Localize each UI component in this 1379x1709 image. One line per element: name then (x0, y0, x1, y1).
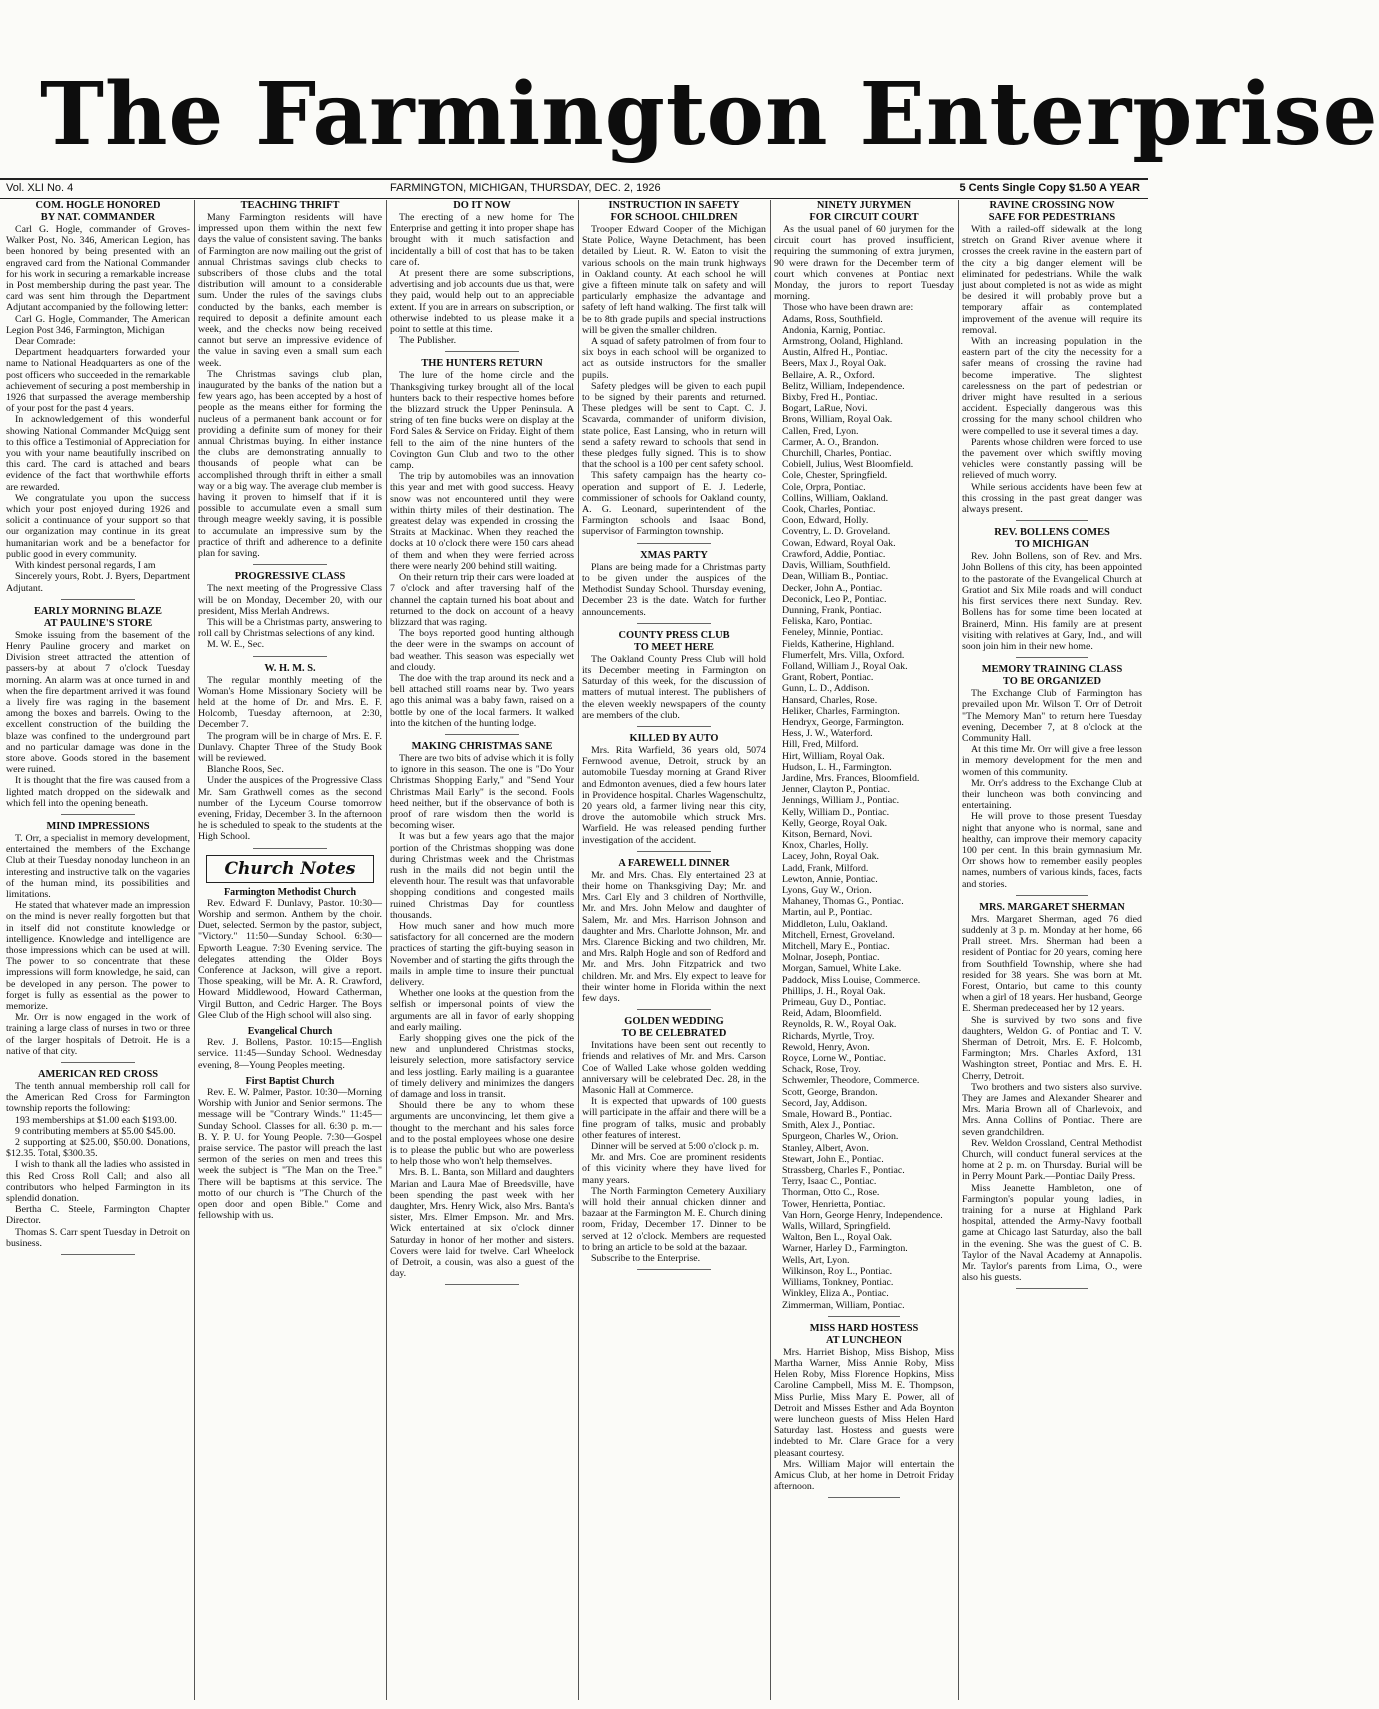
article-paragraph: Sincerely yours, Robt. J. Byers, Department Adjutant. (6, 571, 190, 594)
article-divider (61, 814, 135, 815)
article (390, 358, 574, 729)
article-paragraph: Mr. and Mrs. Coe are prominent residents of this vicinity where they have lived for many years. (582, 1152, 766, 1186)
church-name: Evangelical Church (247, 1026, 333, 1037)
article-headline: GOLDEN WEDDING (624, 1016, 724, 1028)
juror-entry: Rewold, Henry, Avon. (782, 1041, 870, 1053)
juror-entry: Carmer, A. O., Brandon. (782, 436, 879, 448)
article-paragraph: He will prove to those present Tuesday night that anyone who is normal, sane and healthy, can improve their memory capacity 100 per cent. In this brain gymnasium Mr. Orr shows how to remember easily peoples names, numbers of various kinds, faces, facts and stories. (962, 811, 1142, 890)
article-paragraph: Two brothers and two sisters also survive. They are James and Alexander Shearer and Mrs. Maria Brown all of Charlevoix, and Mrs. Anna Collins of Pontiac. There are seven grandchildren. (962, 1081, 1142, 1138)
column-5 (774, 200, 954, 1700)
article-headline: SAFE FOR PEDESTRIANS (988, 212, 1116, 223)
article-paragraph: At this time Mr. Orr will give a free lesson in memory development for the men and women of this community. (962, 744, 1142, 778)
juror-entry: Cobiell, Julius, West Bloomfield. (782, 459, 914, 471)
article-headline: XMAS PARTY (640, 549, 708, 561)
church-schedule: Rev. E. W. Palmer, Pastor. 10:30—Morning Worship with Junior and Senior sermons. The message will be "Contrary Winds." 11:45—Sunday School. Classes for all. 6:30 p. m.—B. Y. P. U. for Young People. 7:30—Gospel praise service. The pastor will preach the last sermon of the series on men and trees this week the subject is "The Man on the Tree." There will be baptisms at this service. The motto of our church is "The Church of the open door and open Bible." Come and fellowship with us. (198, 1087, 382, 1222)
article-headline: REV. BOLLENS COMES (994, 527, 1110, 539)
article-divider (637, 543, 711, 544)
article-paragraph: Miss Jeanette Hambleton, one of Farmington's popular young ladies, in training for a nurse at Highland Park hospital, attended the Army-Navy football game at Chicago last Saturday, also the ball in the evening. She was the guest of C. B. Taylor of the Naval Academy at Annapolis. Mr. Taylor's parents from Lima, O., were also his guests. (962, 1182, 1142, 1284)
church-name: First Baptist Church (245, 1075, 335, 1087)
article-divider (637, 623, 711, 624)
article-divider (828, 1316, 900, 1317)
church-schedule: Rev. J. Bollens, Pastor. 10:15—English service. 11:45—Sunday School. Wednesday evening, 8—Young Peoples meeting. (198, 1037, 382, 1071)
article-paragraph: As the usual panel of 60 jurymen for the circuit court has proved insufficient, requiring the summoning of extra jurymen, 90 were drawn for the December term of court which convenes at Pontiac next Monday, the jurors to report Tuesday morning. (774, 224, 954, 303)
article-headline: TO MICHIGAN (1015, 539, 1089, 551)
juror-entry: Jennings, William J., Pontiac. (782, 795, 900, 807)
article-paragraph: The lure of the home circle and the Thanksgiving turkey brought all of the local hunters back to their respective homes before the blizzard struck the Upper Peninsula. A string of ten fine bucks were on display at the Ford Sales & Service on Friday. Eight of them fell to the aim of the nine hunters of the Covington Gun Club and two to the other camp. (390, 370, 574, 472)
article (962, 664, 1142, 890)
article-paragraph: T. Orr, a specialist in memory development, entertained the members of the Exchange Club at their Tuesday nonoday luncheon in an interesting and instructive talk on the vagaries of the human mind, its possibilities and limitations. (6, 832, 190, 900)
article (582, 858, 766, 1004)
juror-entry: Secord, Jay, Addison. (782, 1097, 868, 1109)
article-headline: INSTRUCTION IN SAFETY (608, 200, 740, 211)
article (962, 527, 1142, 652)
article-paragraph: 193 memberships at $1.00 each $193.00. (15, 1114, 177, 1126)
article-divider (61, 1254, 135, 1255)
article (962, 902, 1142, 1284)
column-3 (390, 200, 574, 1700)
column-rule (578, 200, 579, 1700)
article-headline: TO BE CELEBRATED (621, 1028, 727, 1040)
article-paragraph: Carl G. Hogle, commander of Groves-Walker Post, No. 346, American Legion, has been honored by being presented with an engraved card from the National Commander for his work in securing a remarkable increase in Post membership during the past year. The card was sent him through the Department Adjutant accompanied by the following letter: (6, 224, 190, 314)
article-paragraph: The regular monthly meeting of the Woman's Home Missionary Society will be held at the home of Dr. and Mrs. E. F. Holcomb, Tuesday afternoon, at 2:30, December 7. (198, 674, 382, 731)
article-headline: KILLED BY AUTO (629, 732, 719, 744)
article-headline: BY NAT. COMMANDER (40, 212, 156, 223)
juror-entry: Mahaney, Thomas G., Pontiac. (782, 896, 904, 908)
article-paragraph: 9 contributing members at $5.00 $45.00. (15, 1125, 176, 1137)
article (582, 550, 766, 618)
juror-entry: Dunning, Frank, Pontiac. (782, 604, 882, 616)
article-headline: MIND IMPRESSIONS (46, 820, 150, 832)
juror-entry: Primeau, Guy D., Pontiac. (782, 997, 886, 1009)
article-paragraph: Rev. John Bollens, son of Rev. and Mrs. John Bollens of this city, has been appointed to the pastorate of the Evangelical Church at Gratiot and Six Mile roads and will conduct his first services there next Sunday. Rev. Bollens has for some time been located at Brainerd, Minn. His family are at present visiting with relatives at Gary, Ind., and will soon join him in their new home. (962, 551, 1142, 652)
juror-entry: Winkley, Eliza A., Pontiac. (782, 1288, 889, 1300)
article-headline: RAVINE CROSSING NOW (989, 200, 1115, 211)
juror-entry: Kitson, Bernard, Novi. (782, 828, 873, 840)
juror-entry: Knox, Charles, Holly. (782, 840, 869, 852)
article-paragraph: I wish to thank all the ladies who assisted in this Red Cross Roll Call; and also all contributors who helped Farmington in its splendid donation. (6, 1159, 190, 1205)
article-paragraph: Many Farmington residents will have impressed upon them within the next few days the value of consistent saving. The banks of Farmington are now mailing out the grist of annual Christmas savings club checks to subscribers of those clubs and the total distribution will amount to a considerable sum. Under the rules of the savings clubs conducted by the banks, each member is required to deposit a definite amount each week, and the checks now being received cannot but serve an impressive evidence of the value in saving even a small sum each week. (198, 212, 382, 369)
juror-entry: Martin, aul P., Pontiac. (782, 907, 873, 919)
article-paragraph: Early shopping gives one the pick of the new and unplundered Christmas stocks, leisurely selection, more satisfactory service and less jostling. Early mailing is a guarantee of timely delivery and minimizes the dangers of damage and loss in transit. (390, 1033, 574, 1101)
juror-entry: Reynolds, R. W., Royal Oak. (782, 1019, 897, 1031)
juror-entry: Stewart, John E., Pontiac. (782, 1153, 884, 1165)
column-rule (958, 200, 959, 1700)
juror-entry: Feneley, Minnie, Pontiac. (782, 627, 884, 639)
juror-entry: Molnar, Joseph, Pontiac. (782, 952, 880, 964)
juror-entry: Heliker, Charles, Farmington. (782, 705, 900, 717)
juror-list (774, 314, 954, 1311)
juror-entry: Davis, William, Southfield. (782, 560, 891, 572)
article-divider (828, 1497, 900, 1498)
juror-entry: Crawford, Addie, Pontiac. (782, 548, 886, 560)
juror-entry: Cook, Charles, Pontiac. (782, 504, 876, 516)
juror-entry: Gunn, L. D., Addison. (782, 683, 870, 695)
juror-entry: Williams, Tonkney, Pontiac. (782, 1277, 894, 1289)
juror-entry: Tower, Henrietta, Pontiac. (782, 1198, 886, 1210)
article-paragraph: A squad of safety patrolmen of from four to six boys in each school will be organized to act as outside instructors for the smaller pupils. (582, 336, 766, 381)
article-paragraph: Whether one looks at the question from the selfish or impersonal points of view the arguments are all in favor of early shopping and early mailing. (390, 988, 574, 1033)
article-divider (445, 1284, 519, 1285)
article-paragraph: The program will be in charge of Mrs. E. F. Dunlavy. Chapter Three of the Study Book will be reviewed. (198, 730, 382, 764)
article-headline: THE HUNTERS RETURN (421, 358, 543, 370)
juror-entry: Coventry, L. D. Groveland. (782, 526, 891, 538)
column-1 (6, 200, 190, 1700)
article-paragraph: Parents whose children were forced to use the pavement over which swiftly moving vehicles were constantly passing will be relieved of much worry. (962, 436, 1142, 482)
juror-entry: Andonia, Karnig, Pontiac. (782, 324, 886, 336)
column-rule (770, 200, 771, 1700)
church-notes-banner: Church Notes (206, 855, 374, 883)
juror-entry: Coon, Edward, Holly. (782, 515, 869, 527)
juror-entry: Ladd, Frank, Milford. (782, 862, 869, 874)
juror-entry: Kelly, George, Royal Oak. (782, 817, 888, 829)
juror-entry: Hudson, L. H., Farmington. (782, 761, 892, 773)
column-rule (194, 200, 195, 1700)
article (582, 1016, 766, 1264)
article-divider (445, 351, 519, 352)
article-paragraph: Carl G. Hogle, Commander, The American Legion Post 346, Farmington, Michigan (6, 313, 190, 336)
article-paragraph: The Exchange Club of Farmington has prevailed upon Mr. Wilson T. Orr of Detroit "The Memory Man" to return here Tuesday evening, December 7, at 8 o'clock at the Community Hall. (962, 688, 1142, 744)
article-headline: A FAREWELL DINNER (618, 857, 730, 869)
juror-entry: Bellaire, A. R., Oxford. (782, 369, 875, 381)
juror-entry: Stanley, Albert, Avon. (782, 1142, 869, 1154)
juror-entry: Austin, Alfred H., Pontiac. (782, 347, 888, 359)
article-headline: FOR SCHOOL CHILDREN (610, 212, 738, 223)
article (6, 821, 190, 1057)
article-paragraph: Mr. Orr is now engaged in the work of training a large class of nurses in two or three of the larger hospitals of Detroit. He is a native of that city. (6, 1012, 190, 1057)
juror-entry: Mitchell, Ernest, Groveland. (782, 929, 895, 941)
juror-entry: Decker, John A., Pontiac. (782, 582, 883, 594)
article-paragraph: Mr. Orr's address to the Exchange Club at their luncheon was both convincing and entertaining. (962, 777, 1142, 812)
juror-entry: Bogart, LaRue, Novi. (782, 403, 868, 415)
article-paragraph: With a railed-off sidewalk at the long stretch on Grand River avenue where it crosses the creek ravine in the eastern part of the city a big danger element will be eliminated for pedestrians. While the walk just about completed is not as wide as might be desired it will probably prove but a temporary affair as contemplated improvement of the avenue will require its removal. (962, 224, 1142, 336)
juror-entry: Richards, Myrtle, Troy. (782, 1030, 875, 1042)
juror-entry: Royce, Lorne W., Pontiac. (782, 1053, 886, 1065)
article-paragraph: Subscribe to the Enterprise. (591, 1253, 701, 1265)
juror-entry: Jenner, Clayton P., Pontiac. (782, 784, 890, 796)
article-paragraph: At present there are some subscriptions, advertising and job accounts due us that, were they paid, would help out to an appreciable extent. If you are in arrears on subscription, or otherwise indebted to us please make it a point to settle at this time. (390, 268, 574, 336)
juror-entry: Spurgeon, Charles W., Orion. (782, 1131, 899, 1143)
juror-entry: Kelly, William D., Pontiac. (782, 806, 890, 818)
juror-entry: Jardine, Mrs. Frances, Bloomfield. (782, 772, 920, 784)
column-rule (386, 200, 387, 1700)
article-divider (1016, 895, 1088, 896)
article-divider (253, 848, 327, 849)
juror-entry: Hansard, Charles, Rose. (782, 694, 878, 706)
article (6, 1069, 190, 1249)
church-entry (198, 1076, 382, 1222)
juror-entry: Scott, George, Brandon. (782, 1086, 878, 1098)
article-paragraph: It is thought that the fire was caused from a lighted match dropped on the sidewalk and which fell into the opening beneath. (6, 775, 190, 809)
article-paragraph: The trip by automobiles was an innovation this year and met with good success. Heavy snow was not encountered until they were within thirty miles of their destination. The greatest delay was expended in crossing the Straits at Mackinac. When they reached the docks at 10 o'clock there were 150 cars ahead of them and when they were ferried across there were nearly 200 behind still waiting. (390, 471, 574, 572)
article-headline: COM. HOGLE HONORED (35, 200, 161, 211)
masthead-title: The Farmington Enterprise (40, 64, 1379, 165)
article (582, 733, 766, 846)
article-headline: EARLY MORNING BLAZE (34, 605, 162, 617)
article-paragraph: Under the auspices of the Progressive Class Mr. Sam Grathwell comes as the second number of the Lyceum Course tomorrow evening, Friday, December 3. In the afternoon he is scheduled to speak to the students at the High School. (198, 775, 382, 843)
article-divider (1016, 657, 1088, 658)
article-paragraph: Safety pledges will be given to each pupil to be signed by their parents and returned. These pledges will be sent to Capt. C. J. Scavarda, commander of uniform division, state police, East Lansing, who in return will send a safety reward to schools that send in these pledges fully signed. This is to show that the school is a 100 per cent safety school. (582, 380, 766, 471)
article-paragraph: We congratulate you upon the success which your post enjoyed during 1926 and solicit a continuance of your support so that our organization may continue in its great humanitarian work and be a benefactor for public good in every community. (6, 492, 190, 560)
article-headline: W. H. M. S. (264, 662, 316, 674)
article-paragraph: On their return trip their cars were loaded at 7 o'clock and after traversing half of the channel the captain turned his boat about and returned to the dock on account of a heavy blizzard that was raging. (390, 572, 574, 628)
article-paragraph: He stated that whatever made an impression on the mind is never really forgotten but that in itself did not constitute knowledge or intelligence. Knowledge and intelligence are those impressions which can be used at will. The power to so concentrate that these impressions will form knowledge, he said, can be developed in any person. The power to forget is fully as essential as the power to memorize. (6, 900, 190, 1012)
juror-entry: Cole, Chester, Springfield. (782, 470, 888, 482)
juror-entry: Feliska, Karo, Pontiac. (782, 616, 873, 628)
article-headline: PROGRESSIVE CLASS (234, 571, 346, 583)
article-paragraph: The boys reported good hunting although the deer were in the swamps on account of bad weather. This season was especially wet and cloudy. (390, 628, 574, 673)
article-paragraph: The North Farmington Cemetery Auxiliary will hold their annual chicken dinner and bazaar at the Farmington M. E. Church dining room, Friday, December 17. Dinner to be served at 12 o'clock. Members are requested to bring an article to be sold at the bazaar. (582, 1185, 766, 1253)
church-name: Farmington Methodist Church (223, 886, 357, 898)
article (774, 1323, 954, 1493)
juror-entry: Thorman, Otto C., Rose. (782, 1187, 880, 1199)
juror-entry: Warner, Harley D., Farmington. (782, 1243, 908, 1255)
juror-entry: Hendryx, George, Farmington. (782, 716, 904, 728)
article-paragraph: Department headquarters forwarded your name to National Headquarters as one of the post officers who succeeded in the remarkable achievement of securing a post membership in 1926 that surpassed the average membership of your post for the past 4 years. (6, 347, 190, 415)
juror-entry: Armstrong, Ooland, Highland. (782, 336, 903, 348)
column-4 (582, 200, 766, 1700)
juror-entry: Mitchell, Mary E., Pontiac. (782, 941, 890, 952)
juror-entry: Belitz, William, Independence. (782, 380, 905, 392)
juror-entry: Zimmerman, William, Pontiac. (782, 1299, 905, 1311)
juror-entry: Terry, Isaac C., Pontiac. (782, 1176, 877, 1188)
article-paragraph: It is expected that upwards of 100 guests will participate in the affair and there will be a fine program of talks, music and probably other features of interest. (582, 1096, 766, 1141)
article-paragraph: 2 supporting at $25.00, $50.00. Donations, $12.35. Total, $300.35. (6, 1137, 190, 1160)
article-divider (637, 1269, 711, 1270)
article-headline: COUNTY PRESS CLUB (618, 629, 730, 641)
juror-entry: Wilkinson, Roy L., Pontiac. (782, 1265, 893, 1277)
juror-entry: Deconick, Leo P., Pontiac. (782, 593, 887, 605)
article-paragraph: With kindest personal regards, I am (15, 560, 156, 572)
article-headline: MEMORY TRAINING CLASS (981, 664, 1123, 676)
article-paragraph: Mrs. Margaret Sherman, aged 76 died suddenly at 3 p. m. Monday at her home, 66 Prall street. Mrs. Sherman had been a resident of Pontiac for 20 years, coming here from Southfield Township, where she had resided for 38 years. She was born at Mt. Forest, Ontario, but came to this county when a girl of 18 years. Her husband, George E. Sherman predeceased her by 12 years. (962, 913, 1142, 1015)
article-paragraph: She is survived by two sons and five daughters, Weldon G. of Pontiac and T. V. Sherman of Detroit, Mrs. E. F. Holcomb, Farmington; Mrs. Charles Axford, 131 Washington street, Pontiac and Mrs. E. H. Cherry, Detroit. (962, 1014, 1142, 1082)
column-2 (198, 200, 382, 1700)
article-divider (445, 734, 519, 735)
article-paragraph: Rev. Weldon Crossland, Central Methodist Church, will conduct funeral services at the home at 2 p. m. on Thursday. Burial will be in Perry Mount Park.—Pontiac Daily Press. (962, 1137, 1142, 1183)
article (774, 200, 954, 1311)
juror-entry: Beers, Max J., Royal Oak. (782, 358, 887, 370)
juror-entry: Flumerfelt, Mrs. Villa, Oxford. (782, 649, 905, 661)
article-paragraph: Invitations have been sent out recently to friends and relatives of Mr. and Mrs. Carson Coe of Walled Lake whose golden wedding anniversary will be celebrated Dec. 28, in the Masonic Hall at Commerce. (582, 1040, 766, 1096)
article-paragraph: Dear Comrade: (15, 336, 76, 348)
article-paragraph: The erecting of a new home for The Enterprise and getting it into proper shape has brought with it much satisfaction and incidentally a bill of cost that has to be taken care of. (390, 212, 574, 268)
juror-entry: Schack, Rose, Troy. (782, 1064, 861, 1076)
article-headline: MISS HARD HOSTESS (809, 1322, 919, 1334)
juror-entry: Smith, Alex J., Pontiac. (782, 1120, 875, 1132)
church-schedule: Rev. Edward F. Dunlavy, Pastor. 10:30—Worship and sermon. Anthem by the choir. Duet, selected. Sermon by the pastor, subject, "Victory." 11:50—Sunday School. 6:30—Epworth League. 7:30 Evening service. The delegates attending the Older Boys Conference at Jackson, will give a report. Those speaking, will be Mr. A. R. Crawford, Howard Middlewood, Howard Catherman, Virgil Button, and Cedric Harger. The Boys Glee Club of the High school will also sing. (198, 897, 382, 1021)
juror-entry: Cowan, Edward, Royal Oak. (782, 537, 896, 549)
juror-entry: Callen, Fred, Lyon. (782, 425, 859, 437)
article (198, 200, 382, 559)
article-paragraph: Dinner will be served at 5:00 o'clock p. m. (591, 1141, 759, 1153)
article-paragraph: Should there be any to whom these arguments are unconvincing, let them give a thought to the merchant and his sales force and to the postal employees whose one desire is to please the public but who are powerless to help those who won't help themselves. (390, 1100, 574, 1168)
juror-entry: Hess, J. W., Waterford. (782, 728, 873, 740)
article-paragraph: There are two bits of advise which it is folly to ignore in this season. The one is "Do Your Christmas Shopping Early," and "Send Your Christmas Mail Early" is the second. Fools heed neither, but if the observance of both is proof of rare wisdom then the world is becoming wiser. (390, 752, 574, 832)
article-paragraph: In acknowledgement of this wonderful showing National Commander McQuigg sent to this office a Testimonial of Appreciation for you with your name beautifully inscribed on this card. The card is attached and bears evidence of the fact that worthwhile efforts are rewarded. (6, 414, 190, 493)
article-paragraph: Thomas S. Carr spent Tuesday in Detroit on business. (6, 1226, 190, 1249)
juror-entry: Folland, William J., Royal Oak. (782, 660, 908, 672)
article-divider (253, 656, 327, 657)
juror-entry: Lewton, Annie, Pontiac. (782, 873, 878, 885)
article (582, 630, 766, 721)
article-paragraph: With an increasing population in the eastern part of the city the necessity for a safer means of crossing the ravine had become imperative. The slightest carelessness on the part of pedestrian or driver might have resulted in a serious accident. Especially dangerous was this crossing for the many school children who were compelled to use it several times a day. (962, 336, 1142, 437)
article (6, 200, 190, 594)
article-divider (253, 564, 327, 565)
juror-entry: Walton, Ben L., Royal Oak. (782, 1232, 893, 1244)
article-headline: NINETY JURYMEN (816, 200, 912, 211)
article-headline: AT PAULINE'S STORE (43, 617, 153, 629)
article-paragraph: The tenth annual membership roll call for the American Red Cross for Farmington township reports the following: (6, 1081, 190, 1115)
juror-entry: Wells, Art, Lyon. (782, 1254, 850, 1266)
subscription-price: 5 Cents Single Copy $1.50 A YEAR (959, 182, 1140, 194)
article-paragraph: While serious accidents have been few at this crossing in the past great danger was always present. (962, 481, 1142, 516)
article-divider (637, 726, 711, 727)
article-divider (61, 599, 135, 600)
article-paragraph: The Oakland County Press Club will hold its December meeting in Farmington on Saturday of this week, for the discussion of matters of mutual interest. The publishers of the eleven weekly newspapers of the county are members of the club. (582, 653, 766, 721)
article-divider (1016, 1288, 1088, 1289)
juror-entry: Cole, Orpra, Pontiac. (782, 481, 866, 493)
article-headline: DO IT NOW (453, 200, 511, 211)
article-paragraph: Bertha C. Steele, Farmington Chapter Director. (6, 1204, 190, 1227)
article (198, 663, 382, 843)
article-headline: AT LUNCHEON (825, 1334, 903, 1346)
article-paragraph: This safety campaign has the hearty co-operation and support of E. J. Lederle, commissioner of schools for Oakland county, A. G. Leonard, superintendent of the Farmington schools and Isaac Bond, supervisor of Farmington township. (582, 470, 766, 538)
article-paragraph: Blanche Roos, Sec. (207, 764, 284, 776)
juror-entry: Middleton, Lulu, Oakland. (782, 918, 888, 930)
juror-entry: Walls, Willard, Springfield. (782, 1221, 891, 1233)
article-headline: MRS. MARGARET SHERMAN (979, 901, 1125, 913)
juror-entry: Phillips, J. H., Royal Oak. (782, 985, 886, 997)
juror-entry: Adams, Ross, Southfield. (782, 313, 883, 325)
article-divider (61, 1062, 135, 1063)
article (390, 741, 574, 1280)
juror-entry: Smale, Howard B., Pontiac. (782, 1109, 892, 1121)
juror-entry: Lacey, John, Royal Oak. (782, 851, 879, 863)
church-entry (198, 887, 382, 1021)
article (6, 606, 190, 809)
article-paragraph: Mrs. B. L. Banta, son Millard and daughters Marian and Laura Mae of Breedsville, have been spending the past week with her daughter, Mrs. Henry Wick, also Mrs. Banta's sister, Mrs. Elmer Empson. Mr. and Mrs. Wick entertained at six o'clock dinner Saturday in honor of her mother and sisters. Covers were laid for twelve. Carl Wheelock of Detroit, a cousin, was also a guest of the day. (390, 1167, 574, 1280)
article-paragraph: This will be a Christmas party, answering to roll call by Christmas selections of any kind. (198, 616, 382, 640)
article (582, 200, 766, 538)
juror-entry: Grant, Robert, Pontiac. (782, 672, 874, 684)
issue-date: FARMINGTON, MICHIGAN, THURSDAY, DEC. 2, 1926 (390, 182, 661, 194)
article-headline: TO MEET HERE (634, 641, 714, 653)
juror-entry: Brons, William, Royal Oak. (782, 414, 893, 426)
article-paragraph: Mrs. Harriet Bishop, Miss Bishop, Miss Martha Warner, Miss Annie Roby, Miss Helen Roby, Miss Florence Hopkins, Miss Caroline Campbell, Miss M. E. Thompson, Miss Purlie, Miss Mary E. Power, all of Detroit and Misses Esther and Ada Boynton were luncheon guests of Miss Helen Hard Saturday last. Hostess and guests were indebted to Mr. Clare Grace for a very pleasant courtesy. (774, 1346, 954, 1459)
juror-entry: Lyons, Guy W., Orion. (782, 884, 872, 896)
dateline (0, 178, 1148, 199)
article-paragraph: Those who have been drawn are: (783, 302, 914, 314)
juror-entry: Reid, Adam, Bloomfield. (782, 1008, 882, 1020)
article-headline: TO BE ORGANIZED (1003, 676, 1101, 688)
juror-entry: Paddock, Miss Louise, Commerce. (782, 974, 921, 986)
church-entry (198, 1026, 382, 1071)
article-paragraph: Mr. and Mrs. Chas. Ely entertained 23 at their home on Thanksgiving Day; Mr. and Mrs. Carl Ely and 3 children of Northville, Mr. and Mrs. John Melow and daughter of Salem, Mr. and Mrs. Harrison Johnson and daughter and Mrs. Charlotte Johnson, Mr. and Mrs. Clarence Bicking and two children, Mr. and Mrs. Ralph Hogle and son of Redford and Mr. and Mrs. John Fitzpatrick and two children. Mr. and Mrs. Ely expect to leave for their winter home in Florida within the next few days. (582, 869, 766, 1004)
article-headline: MAKING CHRISTMAS SANE (411, 740, 553, 752)
article-paragraph: Mrs. Rita Warfield, 36 years old, 5074 Fernwood avenue, Detroit, struck by an automobile Tuesday morning at Grand River and Edmonton avenues, died a few hours later in Providence hospital. Charles Wagenschultz, 20 years old, a farmer living near this city, drove the automobile which struck Mrs. Warfield. He was released pending further investigation of the accident. (582, 744, 766, 846)
article-headline: FOR CIRCUIT COURT (809, 212, 919, 223)
article-paragraph: The doe with the trap around its neck and a bell attached still roams near by. Two years ago this animal was a baby fawn, raised on a bottle by one of the local farmers. It walked into the kitchen of the hunting lodge. (390, 672, 574, 729)
article-paragraph: It was but a few years ago that the major portion of the Christmas shopping was done during Christmas week and the Christmas rush in the mails did not begin until the eleventh hour. The result was that unfavorable shopping conditions and congested mails ruined Christmas Day for countless thousands. (390, 831, 574, 921)
article (962, 200, 1142, 515)
juror-entry: Van Horn, George Henry, Independence. (782, 1209, 943, 1221)
column-6 (962, 200, 1142, 1700)
article (390, 200, 574, 346)
article-paragraph: Trooper Edward Cooper of the Michigan State Police, Wayne Detachment, has been detailed by Lieut. R. W. Eaton to visit the various schools on the main trunk highways in Oakland county. At each school he will give a fifteen minute talk on safety and will particularly emphasize the advantage and safety of left hand walking. The first talk will be to 8th grade pupils and special instructions will be given the smaller children. (582, 224, 766, 336)
article-paragraph: Smoke issuing from the basement of the Henry Pauline grocery and market on Division street attracted the attention of passers-by at about 7 o'clock Tuesday morning. An alarm was at once turned in and when the fire department arrived it was found a lively fire was raging in the basement among the boxes and barrels. Owing to the excellent construction of the building the blaze was confined to the underground part and no particular damage was done in the store above. Goods stored in the basement were ruined. (6, 629, 190, 776)
article-divider (637, 851, 711, 852)
article-paragraph: The Christmas savings club plan, inaugurated by the banks of the nation but a few years ago, has been accepted by a host of people as the means either for forming the nucleus of a permanent bank account or for providing a definite sum of money for their annual Christmas buying. In either instance the clubs are demonstrating annually to thousands of people what can be accomplished through thrift in either a small way or a big way. The average club member is having it proven to himself that if it is possible to accumulate even a small sum through meagre weekly saving, it is possible to accumulate an impressive sum by the practice of thrift and adherence to a definite plan for saving. (198, 368, 382, 560)
article-paragraph: Mrs. William Major will entertain the Amicus Club, at her home in Detroit Friday afternoon. (774, 1458, 954, 1493)
article-paragraph: The next meeting of the Progressive Class will be on Monday, December 20, with our president, Miss Merlah Andrews. (198, 583, 382, 617)
juror-entry: Bixby, Fred H., Pontiac. (782, 392, 878, 404)
article-paragraph: M. W. E., Sec. (207, 639, 265, 651)
juror-entry: Hill, Fred, Milford. (782, 739, 859, 751)
juror-entry: Schwemler, Theodore, Commerce. (782, 1075, 920, 1087)
article-paragraph: The Publisher. (399, 335, 457, 347)
article-paragraph: Plans are being made for a Christmas party to be given under the auspices of the Methodist Sunday School. Thursday evening, December 23 is the date. Watch for further announcements. (582, 561, 766, 618)
juror-entry: Churchill, Charles, Pontiac. (782, 448, 892, 460)
juror-entry: Hirt, William, Royal Oak. (782, 750, 885, 762)
article-paragraph: How much saner and how much more satisfactory for all concerned are the modern practices of starting the gift-buying season in November and of starting the gifts through the mails in ample time to insure their punctual delivery. (390, 920, 574, 988)
juror-entry: Fields, Katherine, Highland. (782, 638, 895, 650)
volume-number: Vol. XLI No. 4 (6, 182, 74, 194)
article-divider (1016, 520, 1088, 521)
juror-entry: Morgan, Samuel, White Lake. (782, 963, 902, 975)
article-headline: AMERICAN RED CROSS (37, 1069, 159, 1081)
juror-entry: Collins, William, Oakland. (782, 492, 889, 504)
article-divider (637, 1009, 711, 1010)
juror-entry: Dean, William B., Pontiac. (782, 571, 889, 583)
article-headline: TEACHING THRIFT (240, 200, 340, 211)
article (198, 571, 382, 650)
juror-entry: Strassberg, Charles F., Pontiac. (782, 1165, 905, 1177)
